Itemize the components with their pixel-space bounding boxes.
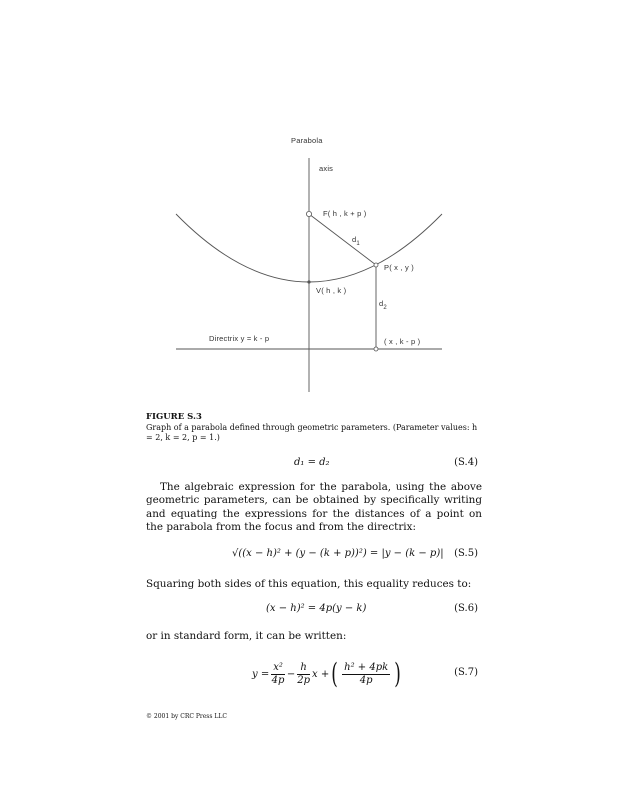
- equation-s7-body: y = $\frac{\text{x²}}{4p}$ − $\frac{h}{2p}$ x + ( $\frac{\text{h² + 4pk}}{4p}$ ): [252, 657, 401, 690]
- copyright-footer: © 2001 by CRC Press LLC: [146, 713, 227, 720]
- focus-label: F( h , k + p ): [323, 209, 367, 218]
- caption-text: Graph of a parabola defined through geometric parameters. (Parameter values: h = 2, k = 2, p = 1.): [146, 423, 478, 442]
- s7-minus: −: [286, 668, 296, 680]
- vertex-point: [307, 280, 310, 283]
- equation-s4-number: (S.4): [454, 457, 478, 468]
- caption-title: FIGURE S.3: [146, 412, 202, 422]
- equation-s6-number: (S.6): [454, 603, 478, 614]
- equation-s6-body: (x − h)² = 4p(y − k): [266, 603, 367, 614]
- equation-s5: [146, 548, 482, 578]
- figure-title: Parabola: [291, 136, 323, 145]
- d1-segment: [309, 214, 376, 265]
- equation-s7-number: (S.7): [454, 667, 478, 678]
- s7-frac1: $\frac{\text{x²}}{4p}$: [271, 661, 285, 686]
- equation-s5-number: (S.5): [454, 548, 478, 559]
- paragraph-2: Squaring both sides of this equation, this equality reduces to:: [146, 578, 472, 590]
- equation-s4-body: d₁ = d₂: [294, 457, 330, 468]
- vertex-label: V( h , k ): [316, 286, 347, 295]
- s7-frac2: $\frac{h}{2p}$: [297, 661, 311, 686]
- directrix-point-label: ( x , k - p ): [384, 337, 421, 346]
- axis-label: axis: [319, 164, 334, 173]
- s7-frac3: $\frac{\text{h² + 4pk}}{4p}$: [344, 661, 389, 686]
- directrix-point: [374, 347, 378, 351]
- curve-point: [374, 263, 378, 267]
- paragraph-1: The algebraic expression for the parabola, using the above geometric parameters, can be obtained by specifically writing and equating the expressions for the distances of a point on the parabola from the focus and from the directrix:: [146, 481, 482, 534]
- focus-point: [306, 211, 311, 216]
- d1-label: $d_1$: [352, 235, 360, 247]
- equation-s7: [146, 656, 482, 694]
- s7-x-plus: x +: [312, 668, 330, 680]
- directrix-label: Directrix y = k - p: [209, 334, 270, 343]
- equation-s5-body: √((x − h)² + (y − (k + p))²) = |y − (k − p)|: [232, 548, 444, 559]
- s7-lhs: y =: [252, 668, 270, 680]
- d2-label: $d_2$: [379, 299, 387, 311]
- equation-s6: [146, 603, 482, 633]
- point-label: P( x , y ): [384, 263, 414, 272]
- paragraph-3: or in standard form, it can be written:: [146, 630, 347, 642]
- figure-caption: [146, 412, 482, 443]
